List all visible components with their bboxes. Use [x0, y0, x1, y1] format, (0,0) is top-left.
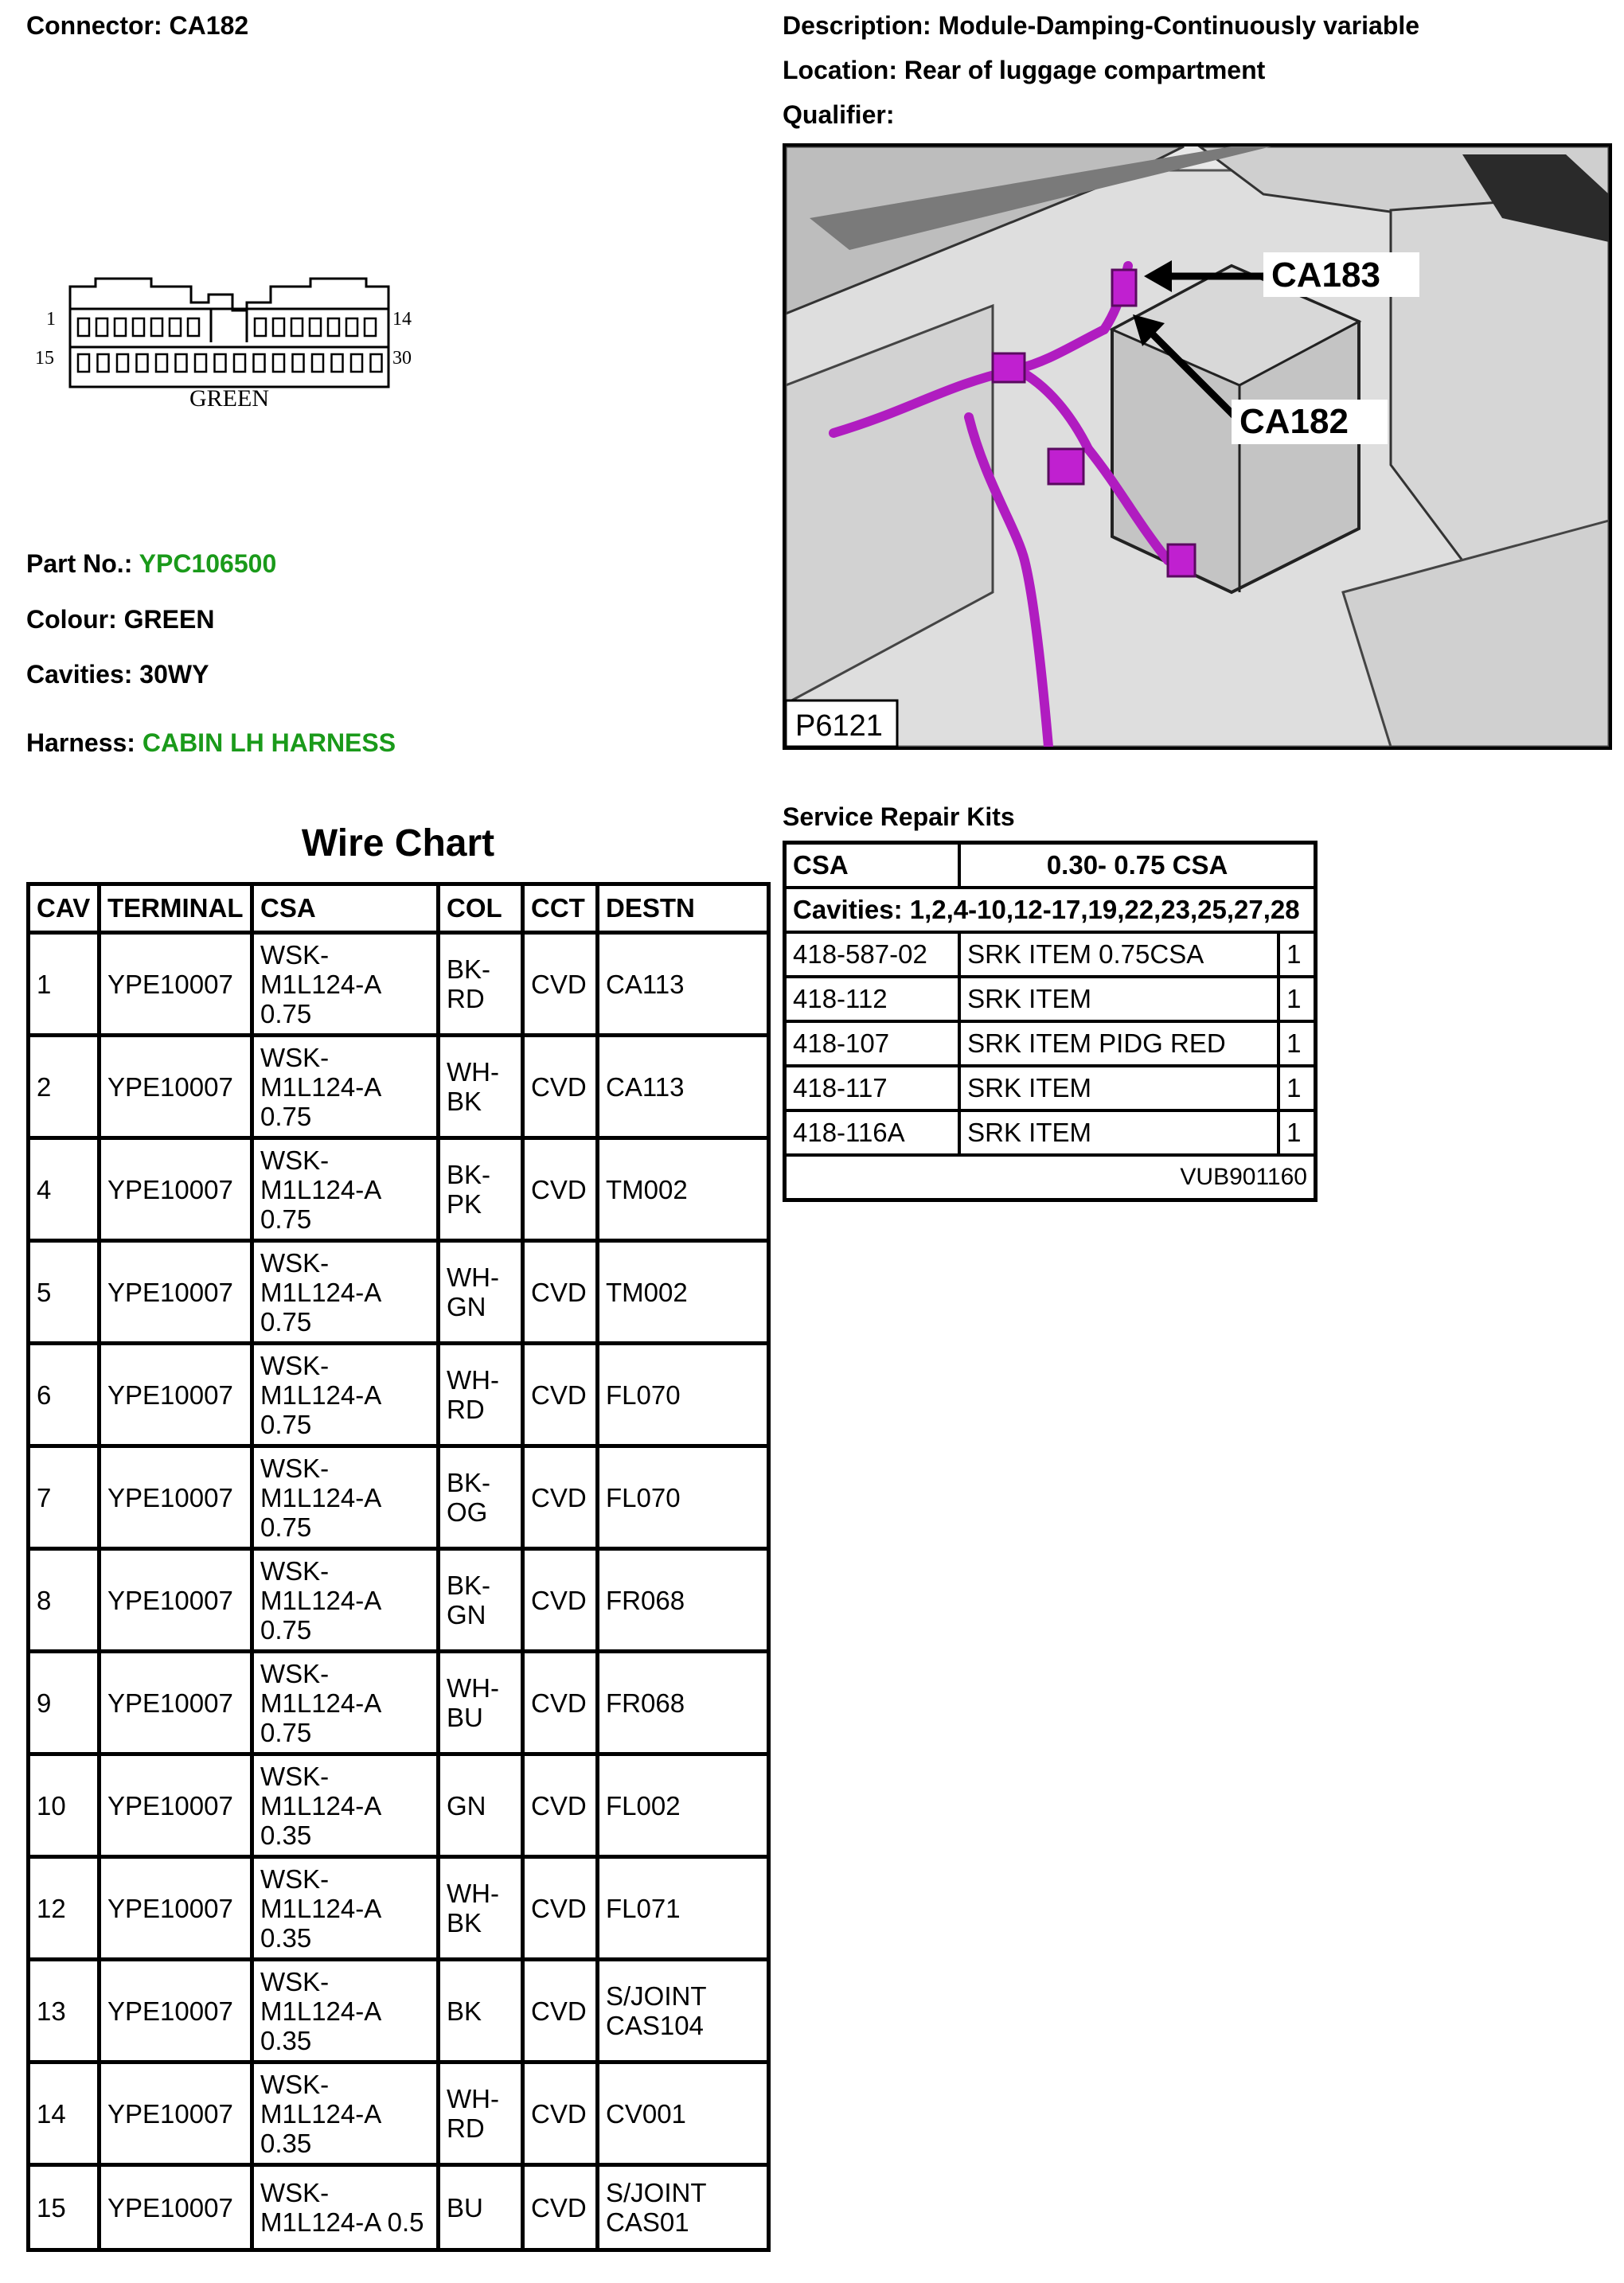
- wire-chart-row: [29, 2063, 769, 2165]
- wire-cell-line: M1L124-A: [260, 1482, 382, 1512]
- connector-pin-bottom: [117, 354, 128, 372]
- wire-cell-terminal: YPE10007: [100, 1754, 252, 1857]
- colour-value: GREEN: [123, 605, 215, 634]
- wire-cell-col: [439, 1036, 523, 1138]
- srk-item-code: 418-107: [785, 1021, 960, 1066]
- pin-label-top-last: 14: [392, 309, 412, 330]
- wire-cell-cct: CVD: [523, 1754, 598, 1857]
- srk-csa-label: CSA: [785, 843, 960, 888]
- connector-pin-bottom: [137, 354, 148, 372]
- cavities-label: Cavities:: [26, 660, 133, 689]
- wire-cell-line: 0.75: [260, 1717, 312, 1747]
- wire-cell-line: BU: [447, 1703, 483, 1732]
- wire-cell-line: CAS01: [606, 2207, 689, 2237]
- wire-cell-line: RD: [447, 2113, 485, 2143]
- wire-cell-cav: 8: [29, 1549, 100, 1652]
- wire-cell-csa: [252, 1549, 439, 1652]
- wire-cell-terminal: YPE10007: [100, 933, 252, 1036]
- wire-cell-cav: 14: [29, 2063, 100, 2165]
- qualifier-line: [783, 100, 894, 130]
- wire-cell-col: [439, 1960, 523, 2063]
- srk-footer-row: [785, 1155, 1316, 1200]
- wire-cell-line: 0.35: [260, 1820, 312, 1850]
- wire-chart-row: [29, 1754, 769, 1857]
- wire-cell-cav: 4: [29, 1138, 100, 1241]
- wire-cell-destn: [598, 933, 769, 1036]
- wire-cell-destn: [598, 1138, 769, 1241]
- wire-chart-row: [29, 1549, 769, 1652]
- wire-cell-cav: 7: [29, 1446, 100, 1549]
- wire-cell-line: RD: [447, 1395, 485, 1424]
- wire-chart-row: [29, 2165, 769, 2250]
- cavities-value: 30WY: [139, 660, 209, 689]
- srk-item-desc: SRK ITEM 0.75CSA: [959, 932, 1279, 977]
- wire-cell-col: [439, 1754, 523, 1857]
- wire-chart-row: [29, 933, 769, 1036]
- wire-chart-title: Wire Chart: [301, 822, 495, 864]
- wire-cell-destn: [598, 1549, 769, 1652]
- srk-item-code: 418-587-02: [785, 932, 960, 977]
- wire-cell-line: FR068: [606, 1688, 685, 1718]
- wire-cell-line: WSK-: [260, 1145, 330, 1175]
- wire-cell-csa: [252, 1138, 439, 1241]
- wire-cell-terminal: YPE10007: [100, 1549, 252, 1652]
- wire-cell-destn: [598, 2165, 769, 2250]
- connector-pin-bottom: [215, 354, 226, 372]
- wire-cell-line: FL071: [606, 1893, 681, 1923]
- wire-cell-line: FR068: [606, 1585, 685, 1615]
- wire-cell-destn: [598, 1036, 769, 1138]
- wire-chart-row: [29, 1446, 769, 1549]
- wire-cell-line: BK-: [447, 1571, 491, 1600]
- harness-link[interactable]: CABIN LH HARNESS: [142, 728, 396, 757]
- wire-chart-table: [26, 882, 771, 2252]
- connector-pin-top: [365, 318, 376, 336]
- wire-cell-line: PK: [447, 1189, 482, 1219]
- srk-item-qty: 1: [1279, 932, 1315, 977]
- srk-item-code: 418-116A: [785, 1110, 960, 1155]
- connector-pin-bottom: [234, 354, 245, 372]
- srk-footer-ref: VUB901160: [785, 1155, 1316, 1200]
- wire-cell-destn: [598, 1652, 769, 1754]
- connector-pin-top: [273, 318, 284, 336]
- wire-cell-line: WSK-: [260, 939, 330, 970]
- wire-cell-cct: CVD: [523, 1652, 598, 1754]
- connector-pin-top: [151, 318, 162, 336]
- wire-cell-csa: [252, 1446, 439, 1549]
- wire-cell-cct: CVD: [523, 2165, 598, 2250]
- wire-cell-col: [439, 933, 523, 1036]
- wire-cell-line: 0.75: [260, 1614, 312, 1645]
- wire-cell-line: M1L124-A: [260, 1688, 382, 1718]
- connector-face-diagram: [32, 263, 430, 414]
- col-header-col: COL: [439, 884, 523, 933]
- callout-ca182: CA182: [1239, 402, 1349, 441]
- wire-cell-csa: [252, 1241, 439, 1344]
- qualifier-label: Qualifier:: [783, 100, 895, 129]
- wire-cell-line: S/JOINT: [606, 1981, 707, 2011]
- wire-cell-line: BK-: [447, 954, 491, 984]
- cavities-line: [26, 660, 209, 689]
- srk-item-row: [785, 1066, 1316, 1110]
- connector-pin-top: [328, 318, 339, 336]
- wire-cell-line: FL070: [606, 1380, 681, 1410]
- wire-chart-row: [29, 1138, 769, 1241]
- wire-cell-line: GN: [447, 1292, 486, 1321]
- location-line: [783, 56, 1265, 85]
- harness-label: Harness:: [26, 728, 135, 757]
- wire-cell-cav: 5: [29, 1241, 100, 1344]
- wire-cell-cav: 1: [29, 933, 100, 1036]
- wire-cell-line: TM002: [606, 1277, 688, 1307]
- wire-cell-csa: [252, 933, 439, 1036]
- wire-cell-cct: CVD: [523, 1036, 598, 1138]
- location-photo-drawing: [786, 146, 1609, 747]
- srk-item-row: [785, 1110, 1316, 1155]
- connector-pin-top: [188, 318, 199, 336]
- wire-cell-cct: CVD: [523, 1549, 598, 1652]
- wire-cell-csa: [252, 1036, 439, 1138]
- srk-item-desc: SRK ITEM: [959, 1110, 1279, 1155]
- wire-cell-line: WH-: [447, 1365, 499, 1395]
- wire-cell-col: [439, 2063, 523, 2165]
- wire-cell-line: WH-: [447, 1057, 499, 1087]
- wire-cell-line: BK: [447, 1087, 482, 1116]
- connector-pin-bottom: [312, 354, 323, 372]
- wire-cell-line: WH-: [447, 1673, 499, 1703]
- pin-label-bottom-last: 30: [392, 348, 412, 369]
- connector-heading: [26, 11, 248, 41]
- wire-cell-line: GN: [447, 1790, 486, 1821]
- wire-cell-destn: [598, 1960, 769, 2063]
- connector-pin-top: [78, 318, 89, 336]
- wire-chart-header-row: [29, 884, 769, 933]
- connector-pin-bottom: [78, 354, 89, 372]
- wire-cell-line: 0.75: [260, 1512, 312, 1542]
- connector-face-svg: [32, 263, 430, 414]
- wire-cell-line: BK-: [447, 1160, 491, 1189]
- srk-item-code: 418-112: [785, 977, 960, 1021]
- srk-item-row: [785, 932, 1316, 977]
- wire-cell-line: M1L124-A: [260, 1380, 382, 1410]
- wire-cell-cav: 9: [29, 1652, 100, 1754]
- wire-cell-terminal: YPE10007: [100, 1241, 252, 1344]
- location-label: Location:: [783, 56, 897, 84]
- connector-pin-bottom: [371, 354, 382, 372]
- wire-cell-line: S/JOINT: [606, 2178, 707, 2207]
- wire-cell-cav: 6: [29, 1344, 100, 1446]
- wire-cell-line: WSK-: [260, 1761, 330, 1791]
- connector-pin-top: [133, 318, 144, 336]
- connector-pin-top: [255, 318, 266, 336]
- part-no-link[interactable]: YPC106500: [139, 549, 277, 578]
- wire-cell-line: WSK-: [260, 1453, 330, 1483]
- wire-cell-destn: [598, 1754, 769, 1857]
- srk-item-desc: SRK ITEM: [959, 1066, 1279, 1110]
- wire-cell-line: BU: [447, 2192, 483, 2223]
- wire-cell-line: RD: [447, 984, 485, 1013]
- connector-pin-top: [310, 318, 321, 336]
- wire-cell-line: M1L124-A: [260, 1996, 382, 2026]
- pin-label-top-first: 1: [46, 309, 56, 330]
- col-header-csa: CSA: [252, 884, 439, 933]
- wire-cell-line: M1L124-A: [260, 969, 382, 999]
- wire-cell-line: BK-: [447, 1468, 491, 1497]
- wire-cell-line: M1L124-A: [260, 1790, 382, 1821]
- service-repair-kits-title: Service Repair Kits: [783, 802, 1015, 831]
- connector-pin-bottom: [351, 354, 362, 372]
- wire-cell-cct: CVD: [523, 2063, 598, 2165]
- wire-cell-line: WSK-: [260, 1966, 330, 1996]
- wire-cell-terminal: YPE10007: [100, 1857, 252, 1960]
- connector-pin-bottom: [176, 354, 187, 372]
- service-repair-kits-table: [783, 841, 1318, 1202]
- wire-cell-line: 0.35: [260, 2128, 312, 2158]
- wire-cell-line: M1L124-A 0.5: [260, 2207, 424, 2237]
- wire-cell-line: 0.75: [260, 1204, 312, 1234]
- wire-cell-line: 0.35: [260, 1922, 312, 1953]
- wire-cell-line: WSK-: [260, 2069, 330, 2099]
- wire-chart-row: [29, 1857, 769, 1960]
- wire-cell-cav: 13: [29, 1960, 100, 2063]
- connector-pin-bottom: [254, 354, 265, 372]
- description-value: Module-Damping-Continuously variable: [938, 11, 1420, 40]
- connector-colour-text: GREEN: [189, 385, 269, 412]
- wire-cell-line: BK: [447, 1996, 482, 2026]
- connector-pin-top: [115, 318, 126, 336]
- wire-cell-line: GN: [447, 1600, 486, 1629]
- wire-cell-cav: 15: [29, 2165, 100, 2250]
- srk-item-row: [785, 1021, 1316, 1066]
- wire-cell-destn: [598, 1344, 769, 1446]
- wire-cell-line: 0.75: [260, 998, 312, 1028]
- wire-cell-destn: [598, 1857, 769, 1960]
- wire-cell-col: [439, 1446, 523, 1549]
- wire-chart-row: [29, 1036, 769, 1138]
- srk-csa-row: [785, 843, 1316, 888]
- wire-cell-cct: CVD: [523, 1241, 598, 1344]
- wire-cell-cct: CVD: [523, 1960, 598, 2063]
- wire-cell-terminal: YPE10007: [100, 2063, 252, 2165]
- wire-cell-csa: [252, 1652, 439, 1754]
- srk-cavities-row: [785, 888, 1316, 932]
- wire-cell-terminal: YPE10007: [100, 1446, 252, 1549]
- wire-cell-cav: 10: [29, 1754, 100, 1857]
- wire-cell-cct: CVD: [523, 933, 598, 1036]
- wire-cell-col: [439, 1344, 523, 1446]
- wire-cell-line: M1L124-A: [260, 1585, 382, 1615]
- wire-cell-col: [439, 2165, 523, 2250]
- wire-cell-line: WH-: [447, 2084, 499, 2113]
- srk-item-row: [785, 977, 1316, 1021]
- wire-cell-cct: CVD: [523, 1138, 598, 1241]
- col-header-cav: CAV: [29, 884, 100, 933]
- wire-cell-line: FL070: [606, 1482, 681, 1512]
- part-no-label: Part No.:: [26, 549, 133, 578]
- wire-chart-row: [29, 1960, 769, 2063]
- wire-cell-line: M1L124-A: [260, 1071, 382, 1102]
- wire-cell-cav: 12: [29, 1857, 100, 1960]
- wire-cell-terminal: YPE10007: [100, 1960, 252, 2063]
- wire-chart-row: [29, 1241, 769, 1344]
- connector-pin-bottom: [98, 354, 109, 372]
- wire-cell-destn: [598, 2063, 769, 2165]
- srk-item-code: 418-117: [785, 1066, 960, 1110]
- wire-cell-line: WH-: [447, 1879, 499, 1908]
- wire-cell-destn: [598, 1241, 769, 1344]
- wire-cell-cav: 2: [29, 1036, 100, 1138]
- connector-pin-bottom: [293, 354, 304, 372]
- wire-cell-line: BK: [447, 1908, 482, 1938]
- wire-cell-line: TM002: [606, 1174, 688, 1204]
- srk-item-desc: SRK ITEM PIDG RED: [959, 1021, 1279, 1066]
- description-line: [783, 11, 1419, 41]
- wire-cell-terminal: YPE10007: [100, 2165, 252, 2250]
- wire-cell-line: WH-: [447, 1262, 499, 1292]
- srk-cavities-text: Cavities: 1,2,4-10,12-17,19,22,23,25,27,28: [785, 888, 1316, 932]
- wire-cell-line: WSK-: [260, 1350, 330, 1380]
- wire-cell-line: M1L124-A: [260, 1893, 382, 1923]
- wire-cell-line: WSK-: [260, 1863, 330, 1894]
- wire-cell-terminal: YPE10007: [100, 1652, 252, 1754]
- connector-pin-top: [170, 318, 181, 336]
- wire-cell-line: 0.35: [260, 2025, 312, 2055]
- location-photo: [783, 143, 1612, 750]
- wire-cell-csa: [252, 1754, 439, 1857]
- wire-chart-row: [29, 1344, 769, 1446]
- harness-line: [26, 728, 396, 758]
- connector-pin-top: [291, 318, 303, 336]
- wire-cell-cct: CVD: [523, 1857, 598, 1960]
- col-header-cct: CCT: [523, 884, 598, 933]
- connector-pin-bottom: [332, 354, 343, 372]
- connector-pin-top: [96, 318, 107, 336]
- wire-cell-line: M1L124-A: [260, 1174, 382, 1204]
- connector-value: CA182: [169, 11, 249, 40]
- wire-cell-col: [439, 1549, 523, 1652]
- wire-cell-col: [439, 1138, 523, 1241]
- wire-cell-col: [439, 1857, 523, 1960]
- wire-cell-col: [439, 1241, 523, 1344]
- connector-pin-top: [346, 318, 357, 336]
- wire-cell-line: CA113: [606, 1071, 685, 1102]
- wire-cell-csa: [252, 2063, 439, 2165]
- wire-cell-line: WSK-: [260, 1042, 330, 1072]
- srk-item-desc: SRK ITEM: [959, 977, 1279, 1021]
- srk-item-qty: 1: [1279, 1110, 1315, 1155]
- wire-cell-line: OG: [447, 1497, 488, 1527]
- wire-cell-line: WSK-: [260, 1247, 330, 1278]
- colour-label: Colour:: [26, 605, 117, 634]
- wire-cell-col: [439, 1652, 523, 1754]
- srk-item-qty: 1: [1279, 1021, 1315, 1066]
- srk-item-qty: 1: [1279, 977, 1315, 1021]
- wire-cell-line: WSK-: [260, 2178, 330, 2207]
- wire-cell-line: WSK-: [260, 1658, 330, 1688]
- connector-label: Connector:: [26, 11, 162, 40]
- wire-cell-line: WSK-: [260, 1555, 330, 1586]
- description-label: Description:: [783, 11, 931, 40]
- wire-cell-line: 0.75: [260, 1101, 312, 1131]
- wire-cell-line: 0.75: [260, 1306, 312, 1337]
- col-header-terminal: TERMINAL: [100, 884, 252, 933]
- srk-item-qty: 1: [1279, 1066, 1315, 1110]
- wire-cell-terminal: YPE10007: [100, 1138, 252, 1241]
- wire-cell-destn: [598, 1446, 769, 1549]
- wire-cell-line: CAS104: [606, 2011, 704, 2040]
- wire-cell-csa: [252, 1960, 439, 2063]
- pin-label-bottom-first: 15: [35, 348, 54, 369]
- wire-cell-cct: CVD: [523, 1344, 598, 1446]
- wire-cell-line: CV001: [606, 2098, 686, 2129]
- colour-line: [26, 605, 214, 634]
- wire-cell-terminal: YPE10007: [100, 1036, 252, 1138]
- location-value: Rear of luggage compartment: [904, 56, 1266, 84]
- srk-csa-value: 0.30- 0.75 CSA: [959, 843, 1315, 888]
- part-no-line: [26, 549, 276, 579]
- wire-cell-csa: [252, 1857, 439, 1960]
- photo-reference: P6121: [795, 709, 883, 743]
- wire-cell-line: M1L124-A: [260, 1277, 382, 1307]
- callout-ca183: CA183: [1271, 256, 1380, 295]
- connector-pin-bottom: [273, 354, 284, 372]
- wire-cell-line: CA113: [606, 969, 685, 999]
- wire-cell-line: 0.75: [260, 1409, 312, 1439]
- wire-cell-line: FL002: [606, 1790, 681, 1821]
- wire-cell-line: M1L124-A: [260, 2098, 382, 2129]
- wire-chart-row: [29, 1652, 769, 1754]
- wire-cell-csa: [252, 2165, 439, 2250]
- wire-cell-csa: [252, 1344, 439, 1446]
- connector-pin-bottom: [195, 354, 206, 372]
- wire-cell-cct: CVD: [523, 1446, 598, 1549]
- connector-pin-bottom: [156, 354, 167, 372]
- col-header-destn: DESTN: [598, 884, 769, 933]
- wire-cell-terminal: YPE10007: [100, 1344, 252, 1446]
